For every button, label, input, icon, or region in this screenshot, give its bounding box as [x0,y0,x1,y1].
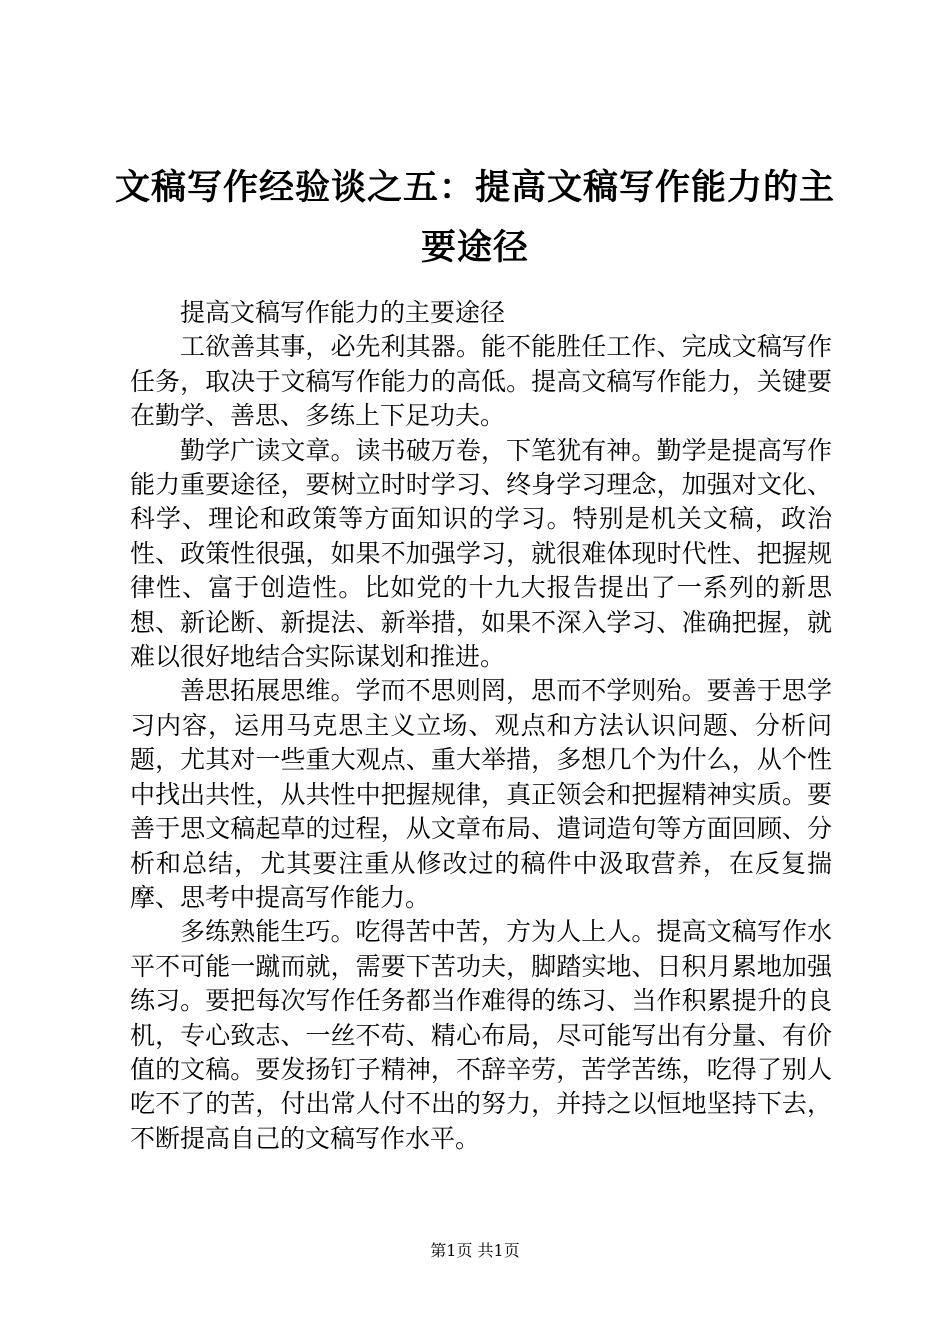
paragraph-practice: 多练熟能生巧。吃得苦中苦，方为人上人。提高文稿写作水平不可能一蹴而就，需要下苦功夫，脚踏实地、日积月累地加强练习。要把每次写作任务都当作难得的练习、当作积累提升的良机，专心致志、一丝不苟、精心布局，尽可能写出有分量、有价值的文稿。要发扬钉子精神，不辞辛劳，苦学苦练，吃得了别人吃不了的苦，付出常人付不出的努力，并持之以恒地坚持下去，不断提高自己的文稿写作水平。 [130,917,832,1153]
document-title: 文稿写作经验谈之五：提高文稿写作能力的主要途径 [114,168,835,268]
document-body [130,296,832,1156]
paragraph-intro: 工欲善其事，必先利其器。能不能胜任工作、完成文稿写作任务，取决于文稿写作能力的高低。提高文稿写作能力，关键要在勤学、善思、多练上下足功夫。 [130,332,832,431]
paragraph-subtitle: 提高文稿写作能力的主要途径 [180,298,506,327]
paragraph-think: 善思拓展思维。学而不思则罔，思而不学则殆。要善于思学习内容，运用马克思主义立场、观点和方法认识问题、分析问题，尤其对一些重大观点、重大举措，多想几个为什么，从个性中找出共性，从共性中把握规律，真正领会和把握精神实质。要善于思文稿起草的过程，从文章布局、遣词造句等方面回顾、分析和总结，尤其要注重从修改过的稿件中汲取营养，在反复揣摩、思考中提高写作能力。 [130,676,832,912]
paragraph-study: 勤学广读文章。读书破万卷，下笔犹有神。勤学是提高写作能力重要途径，要树立时时学习、终身学习理念，加强对文化、科学、理论和政策等方面知识的学习。特别是机关文稿，政治性、政策性很强，如果不加强学习，就很难体现时代性、把握规律性、富于创造性。比如党的十九大报告提出了一系列的新思想、新论断、新提法、新举措，如果不深入学习、准确把握，就难以很好地结合实际谋划和推进。 [130,435,832,672]
page-number-footer: 第1页 共1页 [430,1241,520,1260]
